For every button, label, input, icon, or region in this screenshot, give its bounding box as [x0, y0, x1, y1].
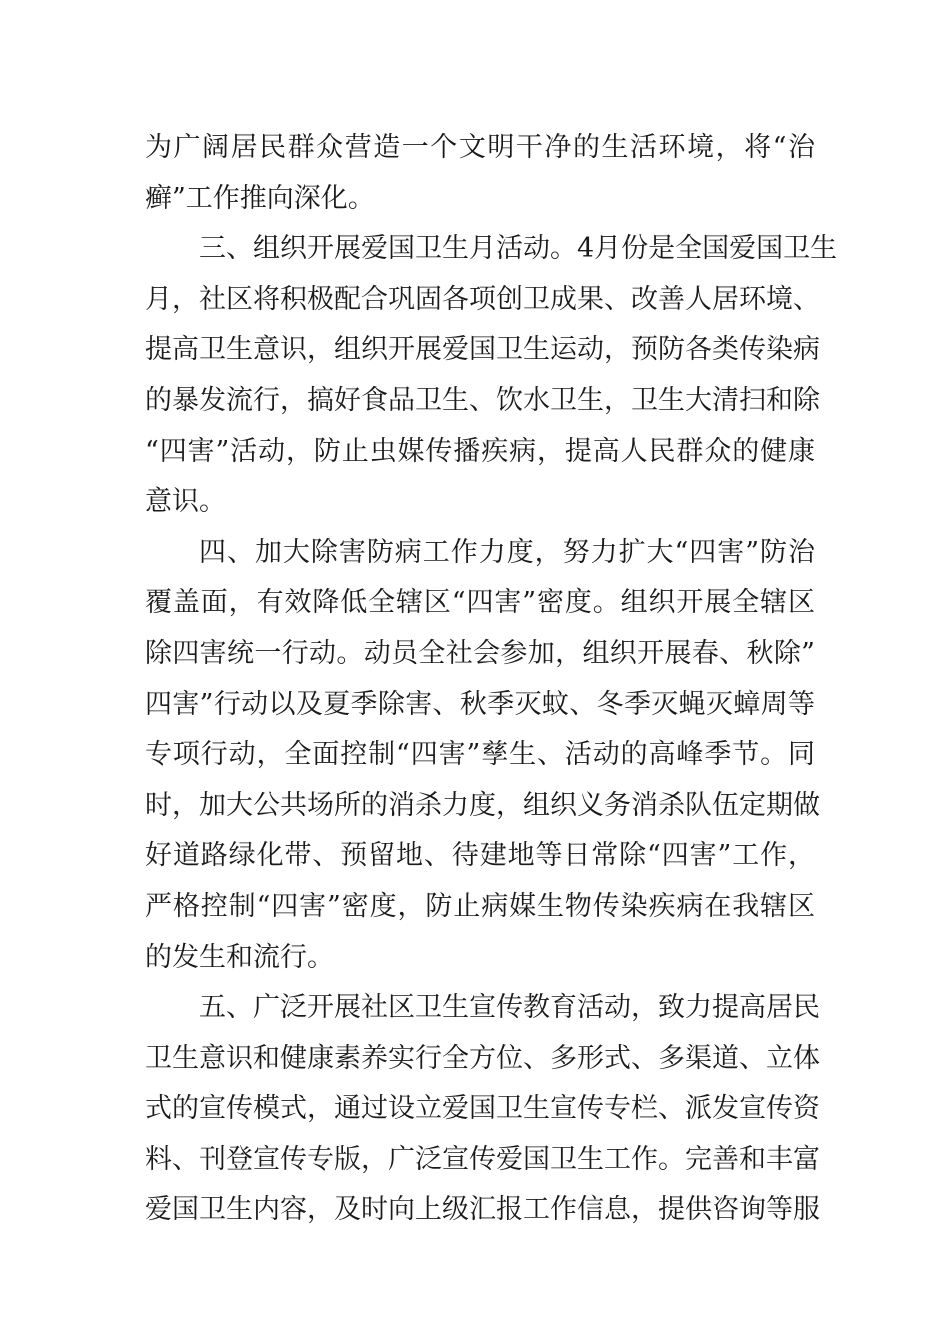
text-line: 除四害统一行动。动员全社会参加，组织开展春、秋除”	[145, 637, 815, 669]
text-line: 的暴发流行，搞好食品卫生、饮水卫生，卫生大清扫和除	[145, 384, 820, 416]
text-line: 时，加大公共场所的消杀力度，组织义务消杀队伍定期做	[145, 789, 820, 821]
text-line: “四害”活动，防止虫媒传播疾病，提高人民群众的健康	[145, 435, 815, 467]
text-line: 意识。	[145, 486, 226, 518]
text-line: 料、刊登宣传专版，广泛宣传爱国卫生工作。完善和丰富	[145, 1143, 820, 1175]
text-line: 式的宣传模式，通过设立爱国卫生宣传专栏、派发宣传资	[145, 1093, 820, 1125]
text-line: 好道路绿化带、预留地、待建地等日常除“四害”工作，	[145, 840, 815, 872]
text-line: 严格控制“四害”密度，防止病媒生物传染疾病在我辖区	[145, 890, 815, 922]
paragraph-start-line: 五、广泛开展社区卫生宣传教育活动，致力提高居民	[199, 992, 820, 1024]
paragraph-start-line: 三、组织开展爱国卫生月活动。4月份是全国爱国卫生	[199, 233, 838, 265]
text-line: 专项行动，全面控制“四害”孳生、活动的高峰季节。同	[145, 739, 815, 771]
text-line: 为广阔居民群众营造一个文明干净的生活环境，将“治	[145, 132, 815, 163]
body-text	[145, 123, 838, 1236]
text-line: 提高卫生意识，组织开展爱国卫生运动，预防各类传染病	[145, 334, 820, 366]
text-line: 癣”工作推向深化。	[145, 182, 375, 214]
text-line: 四害”行动以及夏季除害、秋季灭蚊、冬季灭蝇灭蟑周等	[145, 688, 815, 720]
paragraph-start-line: 四、加大除害防病工作力度，努力扩大“四害”防治	[199, 536, 815, 568]
text-line: 的发生和流行。	[145, 941, 334, 973]
text-line: 爱国卫生内容，及时向上级汇报工作信息，提供咨询等服	[145, 1194, 820, 1226]
text-line: 卫生意识和健康素养实行全方位、多形式、多渠道、立体	[145, 1042, 820, 1074]
text-line: 覆盖面，有效降低全辖区“四害”密度。组织开展全辖区	[145, 587, 815, 619]
text-line: 月，社区将积极配合巩固各项创卫成果、改善人居环境、	[145, 283, 820, 315]
